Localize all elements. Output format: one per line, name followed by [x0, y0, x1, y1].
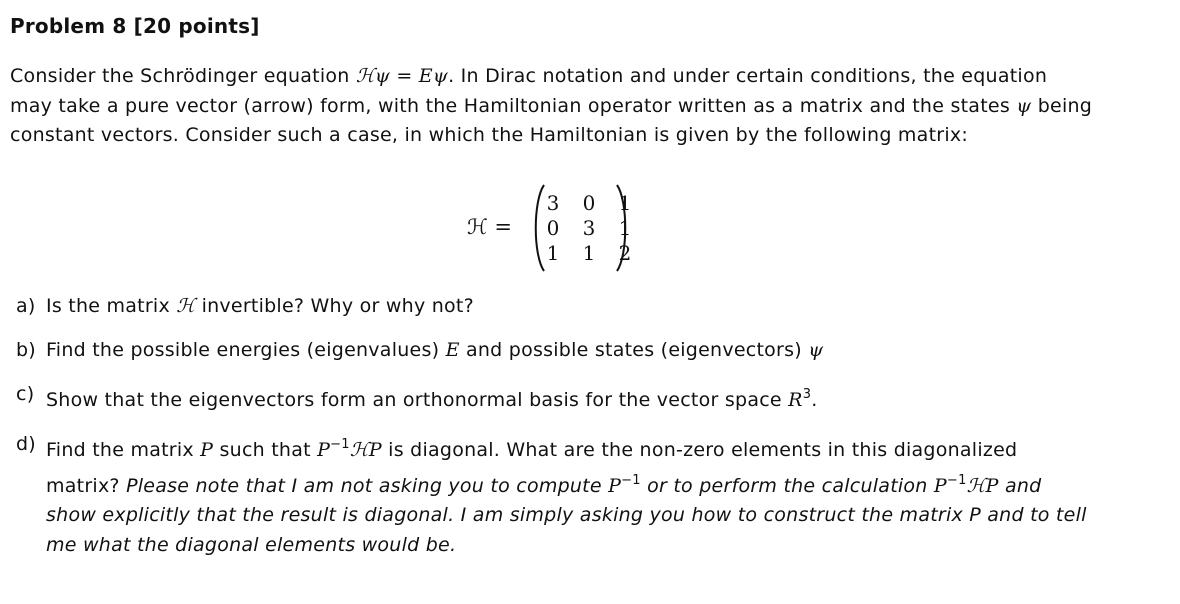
question-label: a) — [16, 295, 36, 317]
question-a-line — [46, 292, 1116, 322]
intro-line-3: constant vectors. Consider such a case, in which the Hamiltonian is given by the following matrix: — [10, 124, 969, 146]
matrix-p-symbol: P — [317, 439, 331, 461]
question-text: . — [811, 389, 818, 411]
question-text: matrix? — [46, 474, 127, 497]
hamiltonian-p-symbol: ℋP — [966, 474, 999, 497]
matrix-grid — [541, 191, 632, 266]
question-text: Find the possible energies (eigenvalues) — [46, 339, 446, 361]
schrodinger-equation-rhs: Eψ — [418, 65, 449, 87]
vector-space-symbol: R — [788, 389, 803, 411]
question-text: is diagonal. What are the non-zero elements in this diagonalized — [381, 439, 1018, 461]
question-a — [16, 292, 1116, 322]
question-label: b) — [16, 339, 36, 361]
inverse-exponent: −1 — [330, 437, 350, 452]
matrix-cell: 3 — [582, 216, 596, 240]
vector-space-exponent: 3 — [802, 387, 812, 402]
schrodinger-equation-lhs: ℋψ = — [355, 65, 419, 87]
question-d-line-1 — [46, 430, 1116, 466]
question-emphasis: or to perform the calculation — [640, 474, 934, 497]
energy-symbol: E — [445, 339, 460, 361]
intro-line-1 — [10, 62, 1110, 92]
matrix-cell: 2 — [618, 241, 632, 265]
question-text: and possible states (eigenvectors) — [459, 339, 809, 361]
problem-title: Problem 8 [20 points] — [10, 14, 260, 38]
inverse-exponent: −1 — [621, 472, 641, 488]
matrix-p-symbol: P — [933, 474, 947, 497]
matrix-p-symbol: P — [200, 439, 214, 461]
matrix-cell: 1 — [618, 191, 632, 215]
question-c-line — [46, 380, 1116, 416]
matrix-p-symbol: P — [608, 474, 622, 497]
matrix-cell: 1 — [546, 241, 560, 265]
question-b-line — [46, 336, 1116, 366]
question-emphasis: Please note that I am not asking you to compute — [126, 474, 609, 497]
intro-text-2b: being — [1031, 94, 1093, 117]
psi-symbol: ψ — [808, 339, 824, 361]
matrix-cell: 1 — [618, 216, 632, 240]
intro-line-2 — [10, 92, 1110, 122]
question-label: c) — [16, 383, 35, 405]
matrix-lhs: ℋ = — [467, 215, 513, 239]
matrix-cell: 1 — [582, 241, 596, 265]
question-text: Is the matrix — [46, 295, 177, 317]
question-b — [16, 336, 1116, 366]
question-text: Find the matrix — [46, 439, 201, 461]
question-emphasis: and — [998, 474, 1042, 497]
matrix-cell: 0 — [582, 191, 596, 215]
intro-text-2a: may take a pure vector (arrow) form, with the Hamiltonian operator written as a matrix and the states — [10, 94, 1017, 117]
question-text: such that — [213, 439, 318, 461]
question-list — [16, 292, 1116, 560]
hamiltonian-matrix — [467, 183, 657, 273]
question-d — [16, 430, 1116, 560]
question-d-line-3: show explicitly that the result is diagonal. I am simply asking you how to construct the matrix P and to tell — [46, 504, 1087, 526]
question-text: Show that the eigenvectors form an orthonormal basis for the vector space — [46, 389, 789, 411]
psi-symbol: ψ — [1016, 94, 1032, 117]
hamiltonian-p-symbol: ℋP — [349, 439, 382, 461]
matrix-cell: 3 — [546, 191, 560, 215]
question-text: invertible? Why or why not? — [195, 295, 474, 317]
inverse-exponent: −1 — [946, 472, 967, 488]
question-label: d) — [16, 433, 36, 455]
question-d-line-4: me what the diagonal elements would be. — [46, 533, 457, 556]
question-c — [16, 380, 1116, 416]
intro-text-1b: . In Dirac notation and under certain conditions, the equation — [448, 65, 1048, 87]
matrix-cell: 0 — [546, 216, 560, 240]
intro-text-1a: Consider the Schrödinger equation — [10, 65, 356, 87]
question-d-line-2 — [46, 466, 1116, 502]
hamiltonian-symbol: ℋ — [176, 295, 196, 317]
problem-intro — [10, 62, 1110, 151]
